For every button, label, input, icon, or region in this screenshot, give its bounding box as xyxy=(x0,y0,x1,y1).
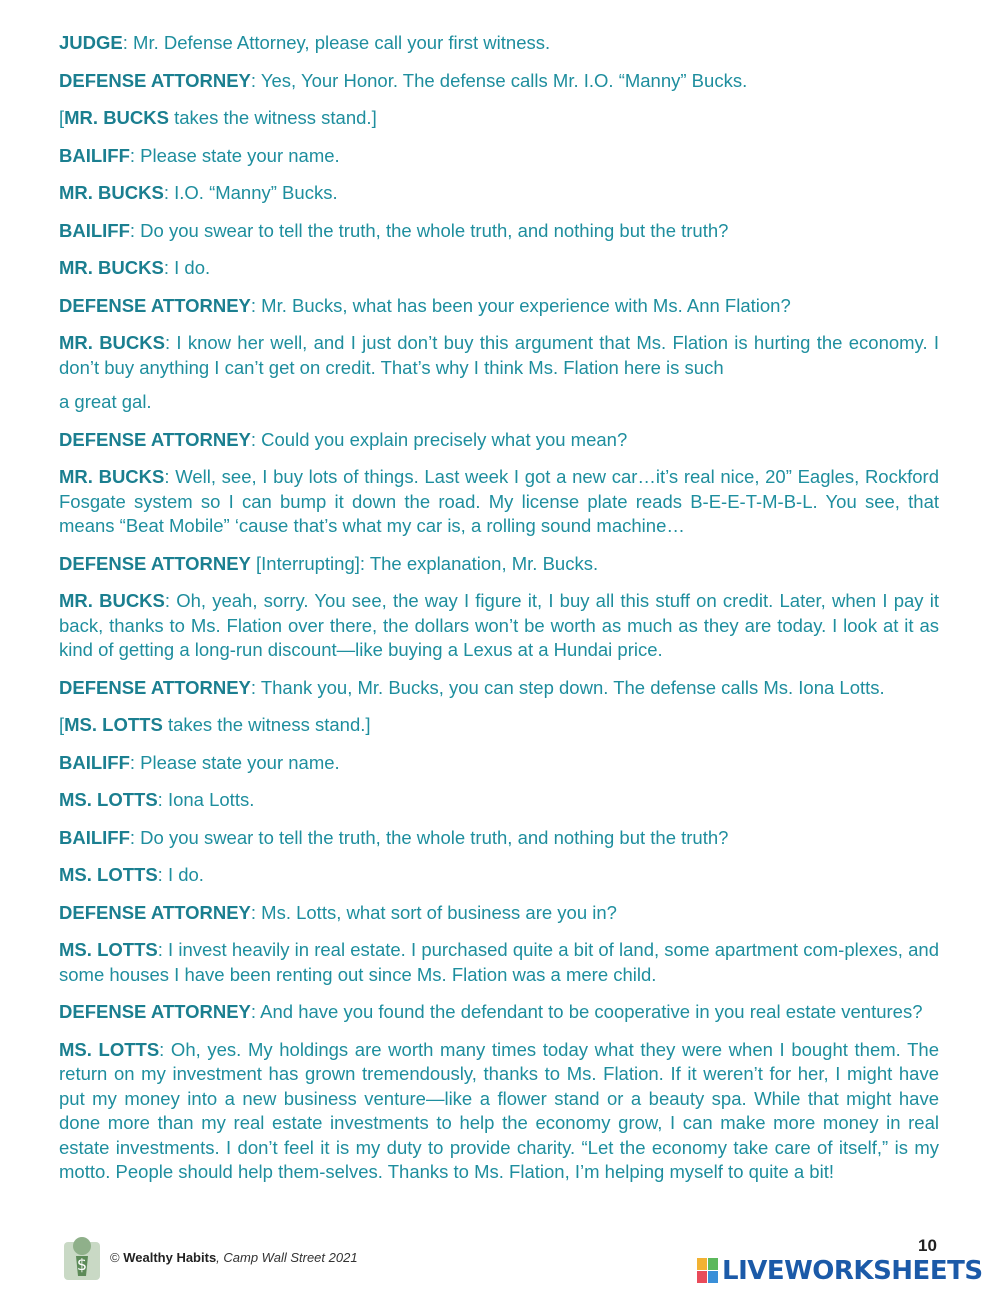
speaker-name: MS. LOTTS xyxy=(59,864,158,885)
dialogue-line xyxy=(59,428,939,453)
dialogue-text: : I invest heavily in real estate. I purchased quite a bit of land, some apartment com-plexes, and some houses I have been renting out since Ms. Flation was a mere child. xyxy=(59,939,939,985)
dialogue-text: : Could you explain precisely what you mean? xyxy=(250,428,628,450)
wealthy-habits-logo-icon xyxy=(62,1232,102,1282)
dialogue-line xyxy=(59,331,939,380)
speaker-name: MR. BUCKS xyxy=(59,182,164,203)
speaker-name: DEFENSE ATTORNEY xyxy=(59,294,251,316)
dialogue-line xyxy=(59,713,939,738)
dialogue-text: takes the witness stand.] xyxy=(162,714,371,735)
speaker-name: DEFENSE ATTORNEY xyxy=(59,552,251,574)
dialogue-text: : Mr. Bucks, what has been your experience with Ms. Ann Flation? xyxy=(250,294,791,316)
dialogue-line xyxy=(59,552,939,577)
dialogue-line xyxy=(59,390,939,415)
dialogue-text: : I do. xyxy=(163,257,211,278)
svg-text:$: $ xyxy=(76,1255,88,1274)
dialogue-text: : I do. xyxy=(157,864,204,885)
speaker-name: MR. BUCKS xyxy=(64,107,169,128)
dialogue-text: : Well, see, I buy lots of things. Last week I got a new car…it’s real nice, 20” Eagles, Rockford Fosgate system so I can bump it down the road. My license plate reads B-E-E-T-M-B-L. You see, that means “Beat Mobile” ‘cause that’s what my car is, a rolling sound machine… xyxy=(59,466,939,536)
speaker-name: DEFENSE ATTORNEY xyxy=(59,1001,251,1022)
speaker-name: BAILIFF xyxy=(59,219,130,241)
page-footer xyxy=(0,1230,1000,1291)
camp-name: , Camp Wall Street 2021 xyxy=(216,1250,358,1265)
speaker-name: MS. LOTTS xyxy=(59,939,158,960)
dialogue-text: : Do you swear to tell the truth, the whole truth, and nothing but the truth? xyxy=(129,219,729,241)
dialogue-text: : Oh, yes. My holdings are worth many times today what they were when I bought them. The return on my investment has grown tremendously, thanks to Ms. Flation. If it weren’t for her, I might have put my money into a new business venture—like a flower stand or a beauty spa. While that might have done more than my real estate investments to help the economy grow, I can make more money in real estate investments. I don’t feel it is my duty to provide charity. “Let the economy take care of itself,” is my motto. People should help them-selves. Thanks to Ms. Flation, I’m helping myself to quite a bit! xyxy=(59,1038,939,1182)
dialogue-text: takes the witness stand.] xyxy=(168,107,377,128)
speaker-name: MS. LOTTS xyxy=(59,789,158,810)
dialogue-line xyxy=(59,465,939,539)
dialogue-line xyxy=(59,256,939,281)
dialogue-text: : Do you swear to tell the truth, the whole truth, and nothing but the truth? xyxy=(129,826,729,848)
brand-name: Wealthy Habits xyxy=(123,1250,217,1265)
dialogue-line xyxy=(59,1000,939,1025)
script-body xyxy=(59,31,939,1198)
speaker-name: MS. LOTTS xyxy=(64,714,163,735)
dialogue-text: : Ms. Lotts, what sort of business are you in? xyxy=(250,901,617,923)
speaker-name: MR. BUCKS xyxy=(59,466,165,487)
dialogue-text: : Iona Lotts. xyxy=(157,789,255,810)
speaker-name: MR. BUCKS xyxy=(59,590,165,611)
dialogue-text: : I.O. “Manny” Bucks. xyxy=(163,182,338,203)
speaker-name: DEFENSE ATTORNEY xyxy=(59,901,251,923)
liveworksheets-wordmark: LIVEWORKSHEETS xyxy=(722,1256,983,1286)
dialogue-line xyxy=(59,751,939,776)
dialogue-text: : Please state your name. xyxy=(129,144,340,166)
dialogue-line xyxy=(59,144,939,169)
dialogue-line xyxy=(59,1038,939,1185)
speaker-name: DEFENSE ATTORNEY xyxy=(59,428,251,450)
bracket-prefix: [ xyxy=(59,714,65,735)
dialogue-text: a great gal. xyxy=(59,391,152,412)
dialogue-text: : Yes, Your Honor. The defense calls Mr. I.O. “Manny” Bucks. xyxy=(250,69,748,91)
speaker-name: MR. BUCKS xyxy=(59,332,165,353)
dialogue-line xyxy=(59,788,939,813)
dialogue-line xyxy=(59,826,939,851)
dialogue-text: : Oh, yeah, sorry. You see, the way I figure it, I buy all this stuff on credit. Later, when I pay it back, thanks to Ms. Flation over there, the dollars won’t be worth as much as they are today. I look at it as kind of getting a long-run discount—like buying a Lexus at a Hundai price. xyxy=(59,590,939,660)
dialogue-line xyxy=(59,589,939,663)
speaker-name: DEFENSE ATTORNEY xyxy=(59,69,251,91)
copyright-symbol: © xyxy=(110,1250,120,1265)
speaker-name: BAILIFF xyxy=(59,144,130,166)
speaker-name: BAILIFF xyxy=(59,826,130,848)
dialogue-line xyxy=(59,219,939,244)
dialogue-line xyxy=(59,938,939,987)
dialogue-text: [Interrupting]: The explanation, Mr. Bucks. xyxy=(250,552,599,574)
dialogue-text: : Mr. Defense Attorney, please call your first witness. xyxy=(122,32,551,53)
dialogue-line xyxy=(59,181,939,206)
dialogue-text: : Please state your name. xyxy=(129,751,340,773)
dialogue-line xyxy=(59,863,939,888)
liveworksheets-logo[interactable] xyxy=(697,1256,983,1286)
speaker-name: MR. BUCKS xyxy=(59,257,164,278)
dialogue-text: : Thank you, Mr. Bucks, you can step down. The defense calls Ms. Iona Lotts. xyxy=(250,676,885,698)
dialogue-line xyxy=(59,676,939,701)
speaker-name: JUDGE xyxy=(59,32,123,53)
bracket-prefix: [ xyxy=(59,107,65,128)
speaker-name: DEFENSE ATTORNEY xyxy=(59,676,251,698)
dialogue-text: : I know her well, and I just don’t buy this argument that Ms. Flation is hurting the economy. I don’t buy anything I can’t get on credit. That’s why I think Ms. Flation here is such xyxy=(59,332,939,378)
dialogue-line xyxy=(59,69,939,94)
liveworksheets-blocks-icon xyxy=(697,1258,719,1284)
dialogue-line xyxy=(59,106,939,131)
dialogue-text: : And have you found the defendant to be cooperative in you real estate ventures? xyxy=(250,1001,923,1022)
page-number: 10 xyxy=(918,1236,937,1255)
copyright-notice xyxy=(110,1250,358,1265)
speaker-name: BAILIFF xyxy=(59,751,130,773)
dialogue-line xyxy=(59,901,939,926)
dialogue-line xyxy=(59,294,939,319)
speaker-name: MS. LOTTS xyxy=(59,1038,160,1060)
dialogue-line xyxy=(59,31,939,56)
